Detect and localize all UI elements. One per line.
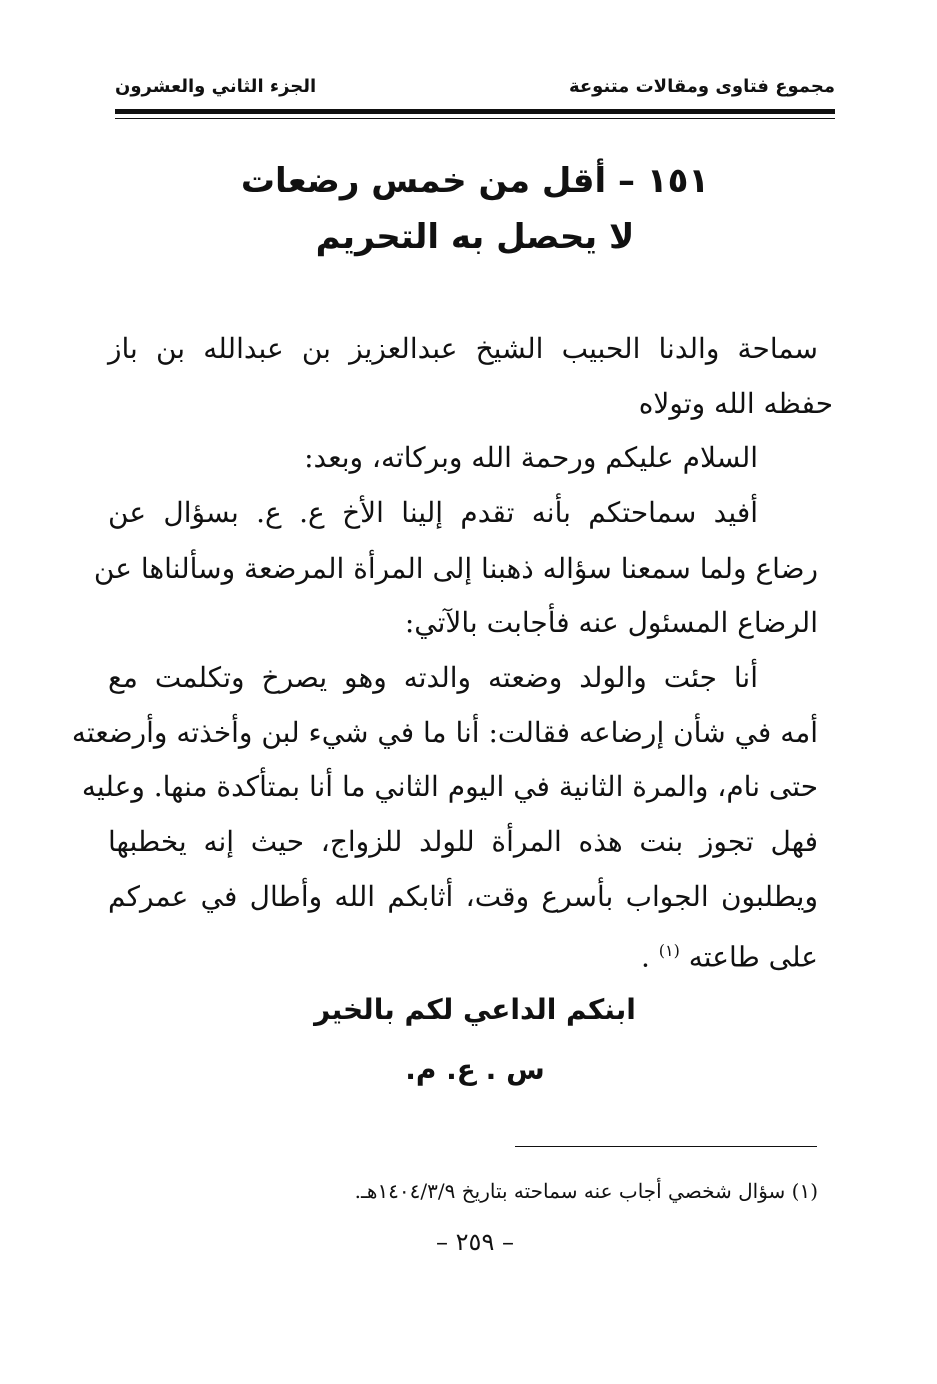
body-line: رضاع ولما سمعنا سؤاله ذهبنا إلى المرأة المرضعة وسألناها عن [93,552,818,585]
body-line: سماحة والدنا الحبيب الشيخ عبدالعزيز بن عبدالله بن باز [108,332,818,365]
section-subtitle: لا يحصل به التحريم [315,217,635,257]
body-text-tail: . [640,940,650,974]
body-line: الرضاع المسئول عنه فأجابت بالآتي: [404,606,818,639]
footnote-text: (١) سؤال شخصي أجاب عنه سماحته بتاريخ ١٤٠٤/٣/٩هـ. [354,1179,818,1203]
signature-line: ابنكم الداعي لكم بالخير [314,993,636,1026]
body-line-last [108,925,818,983]
footnote-rule [515,1146,817,1147]
signature-initials: س . ع. م. [405,1053,545,1086]
body-text: على طاعته [688,940,818,974]
page-number: – ٢٥٩ – [436,1228,514,1256]
body-line: أنا جئت والولد وضعته والدته وهو يصرخ وتكلمت مع [108,661,758,694]
body-line: ويطلبون الجواب بأسرع وقت، أثابكم الله وأطال في عمركم [108,880,818,913]
header-rule-thin [115,118,835,119]
body-line: حفظه الله وتولاه [638,387,833,420]
body-line: أفيد سماحتكم بأنه تقدم إلينا الأخ ع. ع. بسؤال عن [108,496,758,529]
book-title: مجموع فتاوى ومقالات متنوعة [568,76,835,97]
volume-label: الجزء الثاني والعشرون [115,76,317,97]
header-rule-thick [115,109,835,114]
running-header [115,72,835,108]
body-line: فهل تجوز بنت هذه المرأة للولد للزواج، حيث إنه يخطبها [108,825,818,858]
section-title: ١٥١ – أقل من خمس رضعات [240,161,710,201]
body-line: السلام عليكم ورحمة الله وبركاته، وبعد: [304,441,758,474]
body-line: حتى نام، والمرة الثانية في اليوم الثاني ما أنا بمتأكدة منها. وعليه [81,770,818,803]
body-line: أمه في شأن إرضاعه فقالت: أنا ما في شيء لبن وأخذته وأرضعته [71,716,818,749]
footnote-reference: (١) [658,941,680,960]
